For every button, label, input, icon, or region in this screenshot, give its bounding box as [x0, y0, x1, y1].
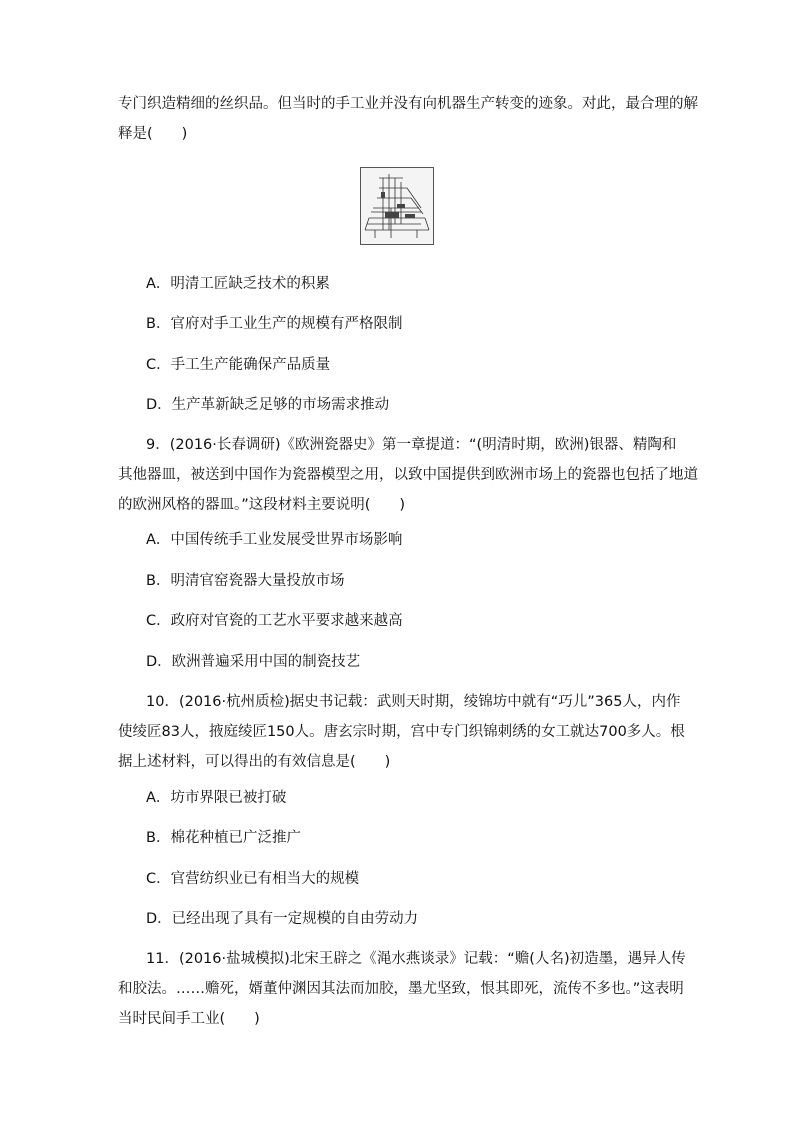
q8-option-c: C．手工生产能确保产品质量 [146, 357, 331, 373]
q11-stem-line-1: 11．(2016·盐城模拟)北宋王辟之《渑水燕谈录》记载：“赡(人名)初造墨，遇异人传 [146, 951, 686, 967]
q9-option-b: B．明清官窑瓷器大量投放市场 [146, 573, 345, 589]
q10-option-d: D．已经出现了具有一定规模的自由劳动力 [146, 911, 419, 927]
q8-stem-line-1: 专门织造精细的丝织品。但当时的手工业并没有向机器生产转变的迹象。对此，最合理的解 [118, 96, 698, 112]
q9-stem-line-1: 9．(2016·长春调研)《欧洲瓷器史》第一章提道：“(明清时期，欧洲)银器、精陶和 [146, 437, 677, 453]
q10-stem-line-3: 据上述材料，可以得出的有效信息是( ) [118, 754, 391, 770]
q9-option-a: A．中国传统手工业发展受世界市场影响 [146, 532, 403, 548]
loom-illustration [360, 167, 434, 245]
q9-stem-line-2: 其他器皿，被送到中国作为瓷器模型之用，以致中国提供到欧洲市场上的瓷器也包括了地道 [118, 467, 698, 483]
q8-option-d: D．生产革新缺乏足够的市场需求推动 [146, 397, 390, 413]
q10-option-a: A．坊市界限已被打破 [146, 790, 287, 806]
q11-stem-line-2: 和胶法。……赡死，婿董仲渊因其法而加胶，墨尤坚致，恨其即死，流传不多也。”这表明 [118, 981, 684, 997]
q9-option-d: D．欧洲普遍采用中国的制瓷技艺 [146, 654, 361, 670]
q8-stem-line-2: 释是( ) [118, 126, 188, 142]
q10-option-c: C．官营纺织业已有相当大的规模 [146, 871, 360, 887]
q10-stem-line-2: 使绫匠83人，掖庭绫匠150人。唐玄宗时期，宫中专门织锦刺绣的女工就达700多人。根 [118, 724, 685, 740]
q9-stem-line-3: 的欧洲风格的器皿。”这段材料主要说明( ) [118, 497, 406, 513]
q8-option-b: B．官府对手工业生产的规模有严格限制 [146, 316, 403, 332]
q11-stem-line-3: 当时民间手工业( ) [118, 1011, 260, 1027]
q8-option-a: A．明清工匠缺乏技术的积累 [146, 276, 330, 292]
q10-option-b: B．棉花种植已广泛推广 [146, 830, 301, 846]
q10-stem-line-1: 10．(2016·杭州质检)据史书记载：武则天时期，绫锦坊中就有“巧儿”365人，内作 [146, 694, 681, 710]
q9-option-c: C．政府对官瓷的工艺水平要求越来越高 [146, 613, 403, 629]
